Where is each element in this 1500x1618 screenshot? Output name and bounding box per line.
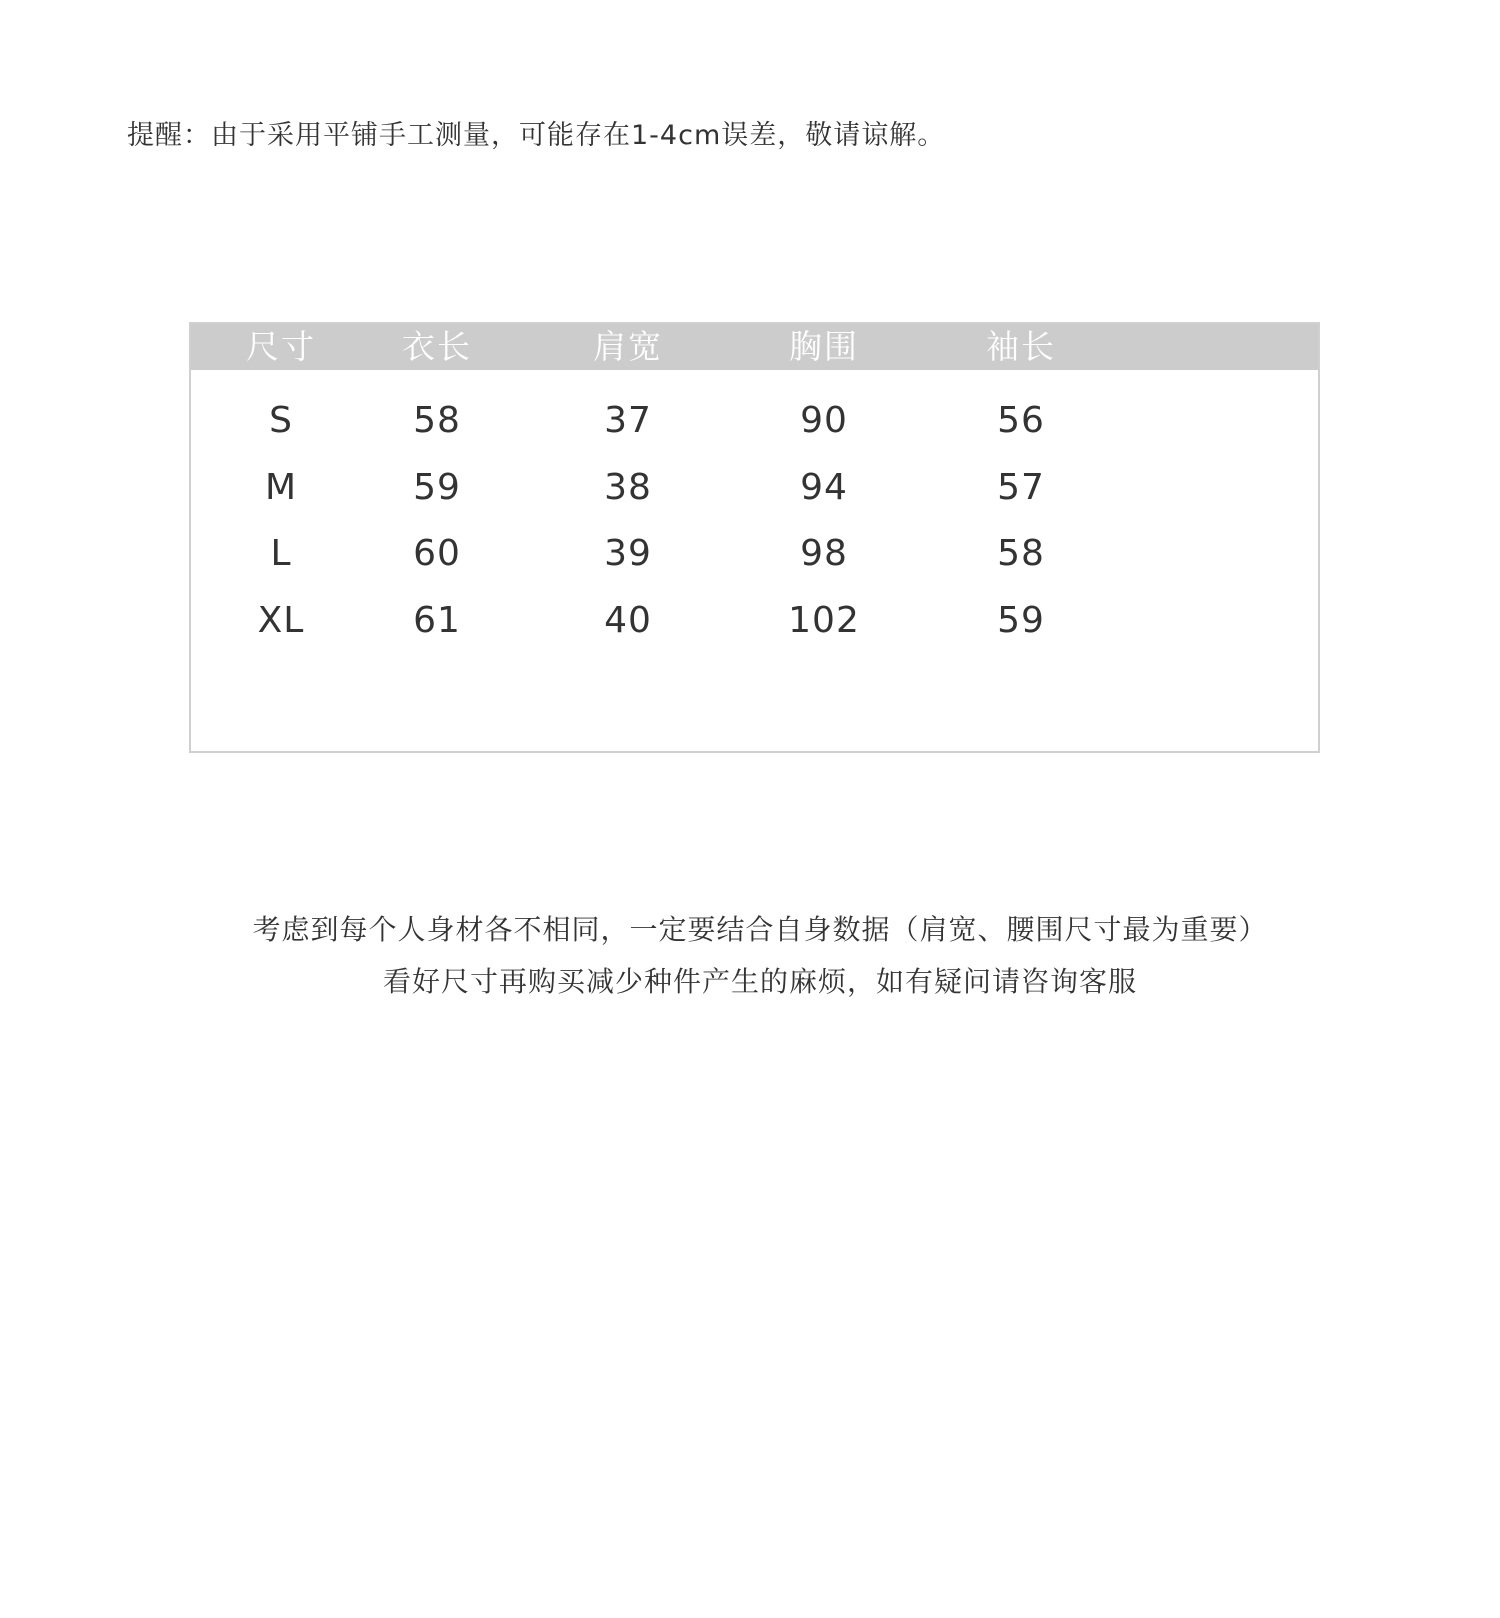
fit-advice-line-2: 看好尺寸再购买减少种件产生的麻烦，如有疑问请咨询客服 [382,965,1137,998]
cell-shoulder: 37 [604,400,652,441]
fit-advice-line-1: 考虑到每个人身材各不相同，一定要结合自身数据（肩宽、腰围尺寸最为重要） [252,913,1268,946]
header-shoulder: 肩宽 [593,327,663,366]
header-length: 衣长 [402,327,472,366]
header-sleeve: 袖长 [986,327,1056,366]
measurement-reminder: 提醒：由于采用平铺手工测量，可能存在1-4cm误差，敬请谅解。 [127,120,946,151]
cell-shoulder: 40 [604,600,652,641]
cell-length: 61 [413,600,461,641]
cell-sleeve: 59 [997,600,1045,641]
cell-chest: 90 [800,400,848,441]
size-chart-table [189,322,1320,753]
header-chest: 胸围 [789,327,859,366]
cell-sleeve: 58 [997,533,1045,574]
cell-length: 59 [413,467,461,508]
table-header-row [191,324,1318,370]
cell-sleeve: 56 [997,400,1045,441]
header-size: 尺寸 [246,327,316,366]
cell-length: 60 [413,533,461,574]
cell-size: L [270,533,292,574]
cell-size: S [269,400,293,441]
cell-chest: 102 [788,600,860,641]
cell-size: XL [257,600,305,641]
cell-sleeve: 57 [997,467,1045,508]
cell-length: 58 [413,400,461,441]
cell-shoulder: 38 [604,467,652,508]
cell-chest: 98 [800,533,848,574]
cell-size: M [264,467,298,508]
cell-chest: 94 [800,467,848,508]
cell-shoulder: 39 [604,533,652,574]
